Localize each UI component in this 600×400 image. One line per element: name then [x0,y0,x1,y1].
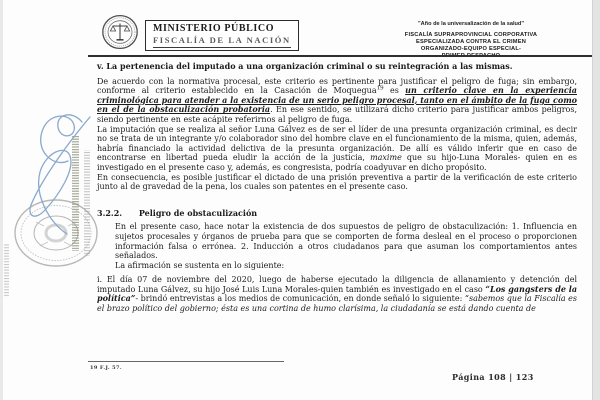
text-segment: un criterio clave en la experiencia criminológica para atender a la existencia de un serio peligro procesal, tanto en el ámbito de la fuga como en el de la obstaculización probatoria [97,85,577,115]
office-line: ORGANIZADO-EQUIPO ESPECIAL- [420,45,522,52]
list-item-i [97,275,577,313]
text-segment: “Los gangsters de la política” [97,283,578,304]
text-segment: En el presente caso, hace notar la existencia de dos supuestos de peligro de obstaculización: 1. Influencia en sujetos procesales y órganos de prueba para que se comporten de forma desleal en el proceso o proporcionen información falsa o errónea. 2. Inducción a otros ciudadanos para que asuman los comportamientos antes señalados. [115,222,577,261]
text-segment: La imputación que se realiza al señor Luna Gálvez es de ser el líder de una presunta organización criminal, es decir no se trata de un integrante y/o colaborador sino del hombre clave en el funcionamiento de la misma, quien, además, habría financiado la actividad delictiva de la presunta organización. De allí es válido inferir que en caso de encontrarse en libertad pueda eludir la acción de la justicia, [97,124,577,163]
signature-icon [30,115,90,234]
document-body [97,62,577,314]
section-number: 3.2.2. [97,207,123,218]
text-segment: La afirmación se sustenta en lo siguiente: [115,260,285,270]
scan-edge-left [0,0,3,400]
text-segment: i. El día 07 de noviembre del 2020, luego de haberse ejecutado la diligencia de allanamiento y detención del imputado Luna Gálvez, su hijo José Luis Luna Morales-quien también es investigado en el caso [97,275,577,294]
office-line: ESPECIALIZADA CONTRA EL CRIMEN [415,38,527,45]
paragraph-en-consecuencia [97,173,577,192]
section-heading-3-2-2 [97,209,577,219]
justice-scales-logo-icon [101,13,139,51]
paragraph-supuestos-obstaculizacion [115,222,577,260]
year-motto: "Año de la universalización de la salud" [417,21,525,27]
footnote-text: 19 F.J. 57. [90,365,123,371]
section-title: Peligro de obstaculización [138,207,258,218]
text-segment: “sabemos que la Fiscalía es el brazo político del gobierno; ésta es una cortina de humo clarísima, la ciudadanía se está dando cuenta de [97,294,578,314]
office-line: FISCALÍA SUPRAPROVINCIAL CORPORATIVA [404,32,538,38]
text-segment: 19 [376,85,384,92]
text-segment: - brindó entrevistas a los medios de comunicación, en donde señaló lo siguiente: [135,294,465,304]
text-segment: que su hijo-Luna Morales- quien en es investigado en el presente caso y, además, es congresista, podría coadyuvar en dicho propósito. [97,153,578,172]
ministerio-publico-title: MINISTERIO PÚBLICO [153,23,275,34]
text-segment: . En ese sentido, se utilizará dicho criterio para justificar ambos peligros, siendo pertinente en este acápite referirnos al peligro de fuga. [97,105,577,124]
paragraph-imputacion-luna-galvez [97,125,577,173]
header-office-block [352,20,590,60]
text-segment: De acuerdo con la normativa procesal, este criterio es pertinente para justificar el peligro de fuga; sin embargo, conforme al criterio establecido en la Casación de Moquegua [97,76,577,96]
heading-v-pertenencia [97,62,577,72]
ministerio-publico-title-box [145,20,299,51]
vertical-stamp-text [4,135,90,297]
text-segment: v. La pertenencia del imputado a una organización criminal o su reintegración a las mismas. [97,61,513,71]
fiscalia-nacion-subtitle: FISCALÍA DE LA NACIÓN [153,35,291,48]
round-seal-icon [15,200,97,266]
text-segment: En consecuencia, es posible justificar el dictado de una prisión preventiva a partir de la verificación de este criterio junto al de gravedad de la pena, los cuales son patentes en el presente caso. [97,172,577,192]
text-segment: maxime [370,153,402,163]
paragraph-criterio-fuga [97,77,577,125]
page-number: Página 108 | 123 [452,372,534,382]
paragraph-afirmacion [115,261,577,271]
footnote-divider [88,361,284,362]
text-segment: es [383,86,406,96]
header-divider [88,55,592,57]
scan-edge-right [592,0,600,400]
